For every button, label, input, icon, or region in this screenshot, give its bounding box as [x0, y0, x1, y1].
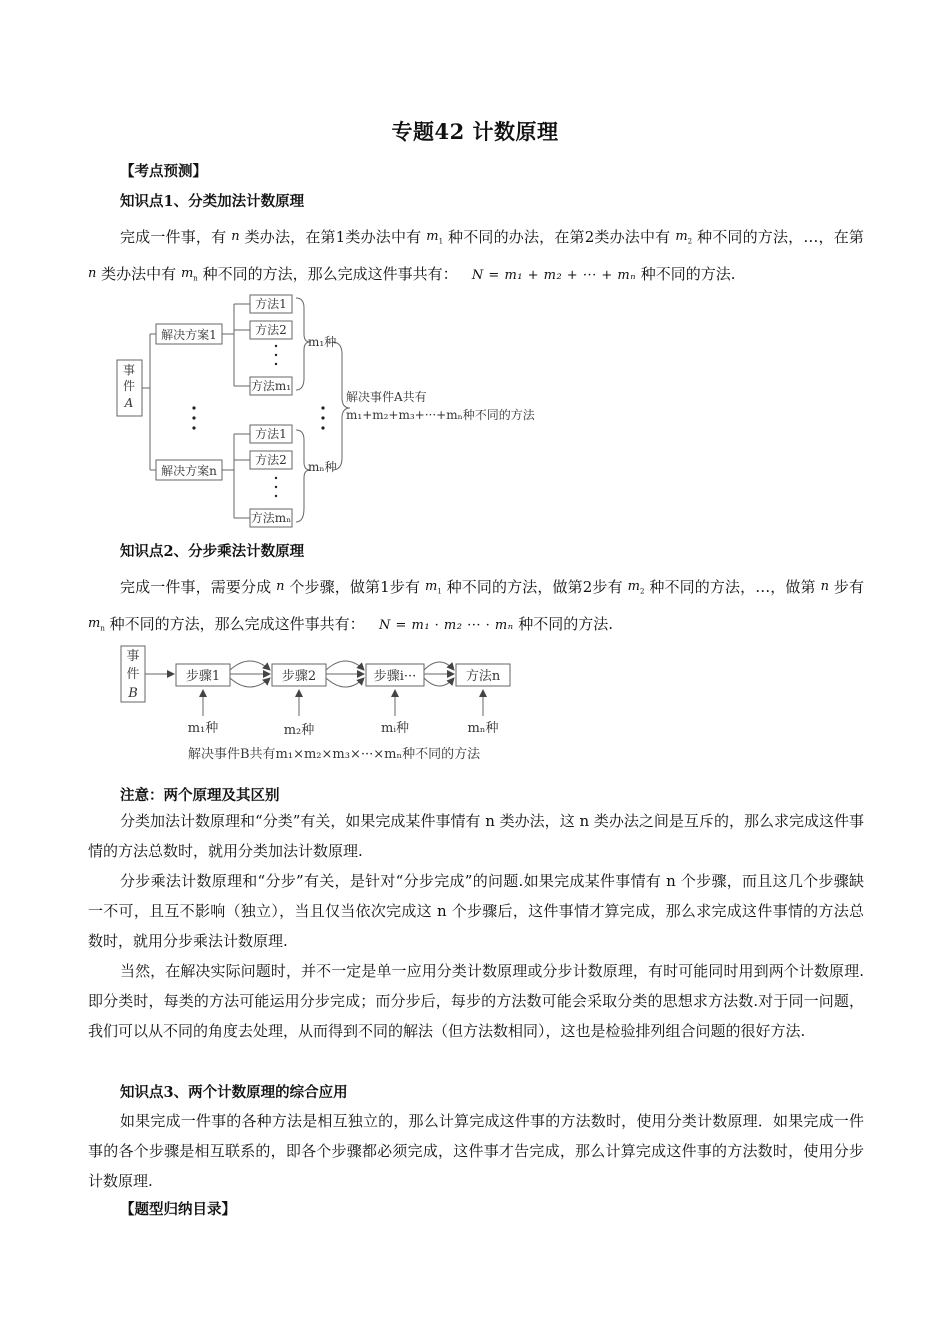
step-count-label: mᵢ种: [381, 721, 409, 736]
k1-paragraph: 完成一件事，有 n 类办法，在第1类办法中有 $m_1$ 种不同的办法，在第2类办法中有 $m_2$ 种不同的方法，…，在第 n 类办法中有 $m_n$ 种不同的方法，那么完成这件事共有： N = m₁ + m₂ + ··· + mₙ 种不同的方法.: [88, 228, 864, 283]
brace-label: m₁种: [308, 335, 337, 349]
step-count-label: mₙ种: [467, 721, 499, 736]
event-label: 事: [126, 649, 140, 664]
step-label: 步骤1: [185, 669, 221, 684]
note-heading: 注意：两个原理及其区别: [120, 787, 280, 804]
brace-label: mₙ种: [308, 460, 337, 474]
event-label: A: [124, 396, 134, 410]
result-label: 解决事件A共有: [346, 390, 427, 404]
method-label: 方法mₙ: [250, 511, 292, 525]
note-paragraph-2: 分步乘法计数原理和“分步”有关，是针对“分步完成”的问题.如果完成某件事情有 n 个步骤，而且这几个步骤缺一不可，且互不影响（独立），当且仅当依次完成这 n 个步骤后，这件事情才算完成，那么求完成这件事情的方法总数时，就用分步乘法计数原理.: [88, 872, 864, 950]
step-label: 步骤2: [281, 669, 317, 684]
method-label: 方法2: [255, 453, 287, 467]
step-label: 步骤i···: [373, 669, 417, 684]
method-label: 方法m₁: [250, 379, 292, 393]
k1-heading: 知识点1、分类加法计数原理: [120, 193, 305, 210]
k3-heading: 知识点3、两个计数原理的综合应用: [120, 1084, 348, 1101]
event-label: 件: [126, 667, 140, 682]
addition-formula: N = m₁ + m₂ + ··· + mₙ: [471, 267, 636, 283]
note-paragraph-3: 当然，在解决实际问题时，并不一定是单一应用分类计数原理或分步计数原理，有时可能同时用到两个计数原理.即分类时，每类的方法可能运用分步完成；而分步后，每步的方法数可能会采取分类的思想求方法数.对于同一问题，我们可以从不同的角度去处理，从而得到不同的解法（但方法数相同），这也是检验排列组合问题的很好方法.: [88, 962, 864, 1040]
k2-paragraph: 完成一件事，需要分成 n 个步骤，做第1步有 $m_1$ 种不同的方法，做第2步有 $m_2$ 种不同的方法，…，做第 n 步有 $m_n$ 种不同的方法，那么完成这件事共有： N = m₁ · m₂ ··· · mₙ 种不同的方法.: [88, 578, 864, 633]
result-label: m₁+m₂+m₃+···+mₙ种不同的方法: [346, 408, 535, 422]
plan-n-label: 解决方案n: [161, 464, 217, 478]
method-label: 方法2: [255, 323, 287, 337]
multiplication-principle-diagram: [110, 640, 530, 768]
k2-heading: 知识点2、分步乘法计数原理: [120, 543, 305, 560]
event-label: 件: [122, 379, 136, 393]
result-label: 解决事件B共有m₁×m₂×m₃×···×mₙ种不同的方法: [188, 747, 481, 762]
step-count-label: m₂种: [283, 723, 315, 738]
method-label: 方法1: [255, 427, 287, 441]
step-count-label: m₁种: [187, 721, 219, 736]
section-forecast-heading: 【考点预测】: [120, 163, 207, 180]
plan-1-label: 解决方案1: [161, 328, 217, 342]
note-paragraph-1: 分类加法计数原理和“分类”有关，如果完成某件事情有 n 类办法，这 n 类办法之间是互斥的，那么求完成这件事情的方法总数时，就用分类加法计数原理.: [88, 812, 864, 860]
addition-principle-diagram: [110, 290, 540, 535]
event-label: 事: [122, 363, 136, 377]
step-label: 方法n: [465, 669, 501, 684]
page-title: 专题42 计数原理: [391, 119, 559, 144]
var-n: n: [231, 229, 240, 244]
section-catalog-heading: 【题型归纳目录】: [120, 1201, 236, 1218]
multiplication-formula: N = m₁ · m₂ ··· · mₙ: [378, 617, 514, 633]
k3-paragraph: 如果完成一件事的各种方法是相互独立的，那么计算完成这件事的方法数时，使用分类计数原理．如果完成一件事的各个步骤是相互联系的，即各个步骤都必须完成，这件事才告完成，那么计算完成这件事的方法数时，使用分步计数原理.: [88, 1112, 864, 1190]
event-label: B: [128, 686, 138, 701]
method-label: 方法1: [255, 297, 287, 311]
